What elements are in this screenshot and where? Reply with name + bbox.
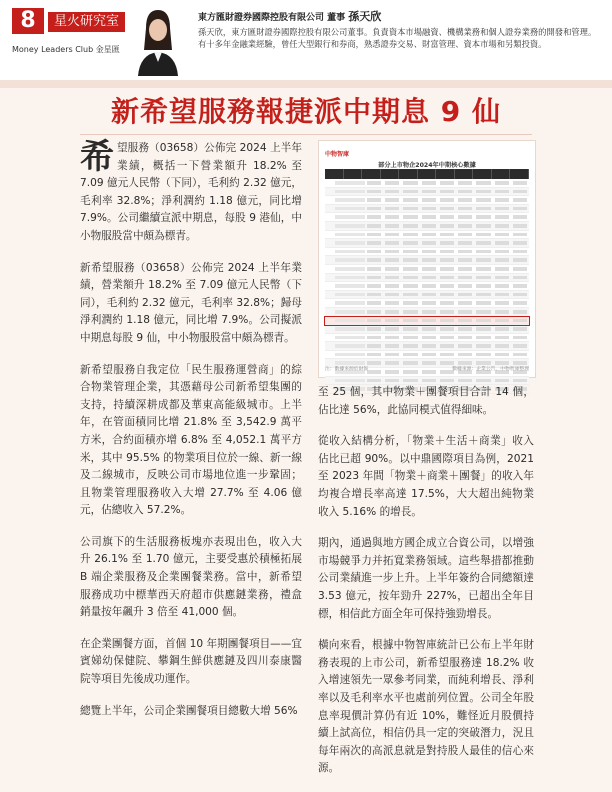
table-row: [325, 299, 529, 308]
header-band: [0, 80, 612, 88]
paragraph-2: 新希望服務（03658）公佈完 2024 上半年業績，營業額升 18.2% 至 7.09 億元人民幣（下同），毛利約 2.32 億元，毛利率 32.8%；歸母淨利潤約 1.18 億元，同比增 7.9%。公司擬派中期息每股 9 仙，中小物服股當中頗為標青。: [80, 261, 302, 344]
data-table-figure: [318, 140, 536, 378]
table-row: [325, 308, 529, 317]
paragraph-1: [80, 137, 302, 246]
author-heading: [198, 8, 381, 24]
page-number: 8: [12, 8, 44, 34]
figure-source: 數據來源：企業公告，中物智庫整理: [452, 367, 529, 372]
figure-footnote: 注：數據來源於財報: [325, 367, 369, 372]
paragraph-3: 新希望服務自我定位「民生服務運營商」的綜合物業管理企業，其憑藉母公司新希望集團的支持，持續深耕成都及華東高能級城市。上半年，在管面積同比增 21.8% 至 3,542.9 萬平方米，合約面積亦增 6.8% 至 4,052.1 萬平方米，其中 95.5% 的物業項目位於一線、新一線及二線城市，反映公司市場地位進一步鞏固；且物業管理服務收入大增 27.7% 至 4.06 億元，佔總收入 57.2%。: [80, 363, 302, 517]
paragraph-1-text: 望服務（03658）公佈完 2024 上半年業績，概括一下營業額升 18.2% 至 7.09 億元人民幣（下同），毛利約 2.32 億元，毛利率 32.8%；淨利潤約 1.18 億元，同比增 7.9%。公司繼續宣派中期息，每股 9 港仙，中小物服股當中頗為標青。: [80, 142, 302, 242]
table-row: [325, 213, 529, 222]
figure-title: 部分上市物企2024年中期核心數據: [378, 162, 476, 169]
figure-logo: 中物智庫: [325, 151, 350, 158]
paragraph-7: 至 25 個，其中物業＋團餐項目合計 14 個，佔比達 56%，此協同模式值得細味。: [318, 386, 534, 416]
table-row: [325, 222, 529, 231]
table-row: [325, 334, 529, 343]
table-row: [325, 179, 529, 188]
paragraph-6: 總覽上半年，公司企業團餐項目總數大增 56%: [80, 704, 298, 717]
author-title: 東方匯財證券國際控股有限公司 董事: [198, 13, 346, 23]
table-header-row: [325, 169, 529, 179]
table-row: [325, 256, 529, 265]
dropcap: 希: [80, 137, 114, 177]
table-row: [325, 274, 529, 283]
table-row: [325, 239, 529, 248]
author-bio: 孫天欣，東方匯財證券國際控股有限公司董事。負責資本市場融資、機構業務和個人證券業務的開發和管理。有十多年金融業經驗，曾任大型銀行和券商，熟悉證券交易、財富管理、資本市場和另類投資。: [198, 27, 597, 49]
table-row: [325, 205, 529, 214]
left-column: [80, 137, 302, 734]
table-row: [325, 231, 529, 240]
author-portrait: [134, 6, 182, 76]
table-row: [325, 351, 529, 360]
table-row: [325, 291, 529, 300]
right-column: [318, 384, 534, 792]
figure-table: [325, 169, 529, 394]
paragraph-4: 公司旗下的生活服務板塊亦表現出色，收入大升 26.1% 至 1.70 億元，主要受惠於積極拓展 B 端企業服務及企業團餐業務。當中，新希望服務成功中標華西天府超市供應鏈業務，禮盒銷量按年飆升 3 倍至 41,000 個。: [80, 535, 302, 619]
table-row: [325, 265, 529, 274]
table-row: [325, 188, 529, 197]
paragraph-9: 期內，通過與地方國企成立合資公司，以增強市場競爭力并拓寬業務領域。這些舉措都推動公司業績進一步上升。上半年簽約合同總額達 3.53 億元，按年勁升 227%，已超出全年目標，相信此方面全年可保持強勁增長。: [318, 537, 534, 620]
table-row: [325, 342, 529, 351]
column-name: 星火研究室: [48, 12, 125, 32]
table-row: [325, 282, 529, 291]
table-row: [325, 317, 529, 326]
paragraph-10: 橫向來看，根據中物智庫統計已公布上半年財務表現的上市公司，新希望服務達 18.2% 收入增速領先一眾參考同業，而純利增長、淨利率以及毛利率水平也處前列位置。公司全年股息率現價計算仍有近 10%，難怪近月股價持續上試高位，相信仍具一定的突破潛力，況且每年兩次的高派息就是對持股人最佳的信心來源。: [318, 639, 534, 775]
table-row: [325, 325, 529, 334]
paragraph-8: 從收入結構分析，「物業＋生活＋商業」收入佔比已超 90%。以中鼎國際項目為例，2021 至 2023 年間「物業＋商業＋團餐」的收入年均複合增長率高達 17.5%，大大超出純物業收入 5.16% 的增長。: [318, 435, 534, 518]
table-row: [325, 248, 529, 257]
author-name: 孫天欣: [348, 10, 382, 23]
article-title: 新希望服務報捷派中期息 9 仙: [111, 95, 501, 128]
header-bar: [0, 0, 612, 80]
column-subtitle: Money Leaders Club 金星匯: [12, 45, 120, 54]
paragraph-5: 在企業團餐方面，首個 10 年期團餐項目——宜賓娣幼保健院、攀鋼生鮮供應鏈及四川泰康醫院等項目先後成功運作。: [80, 637, 302, 686]
table-row: [325, 196, 529, 205]
title-divider: [80, 134, 532, 135]
